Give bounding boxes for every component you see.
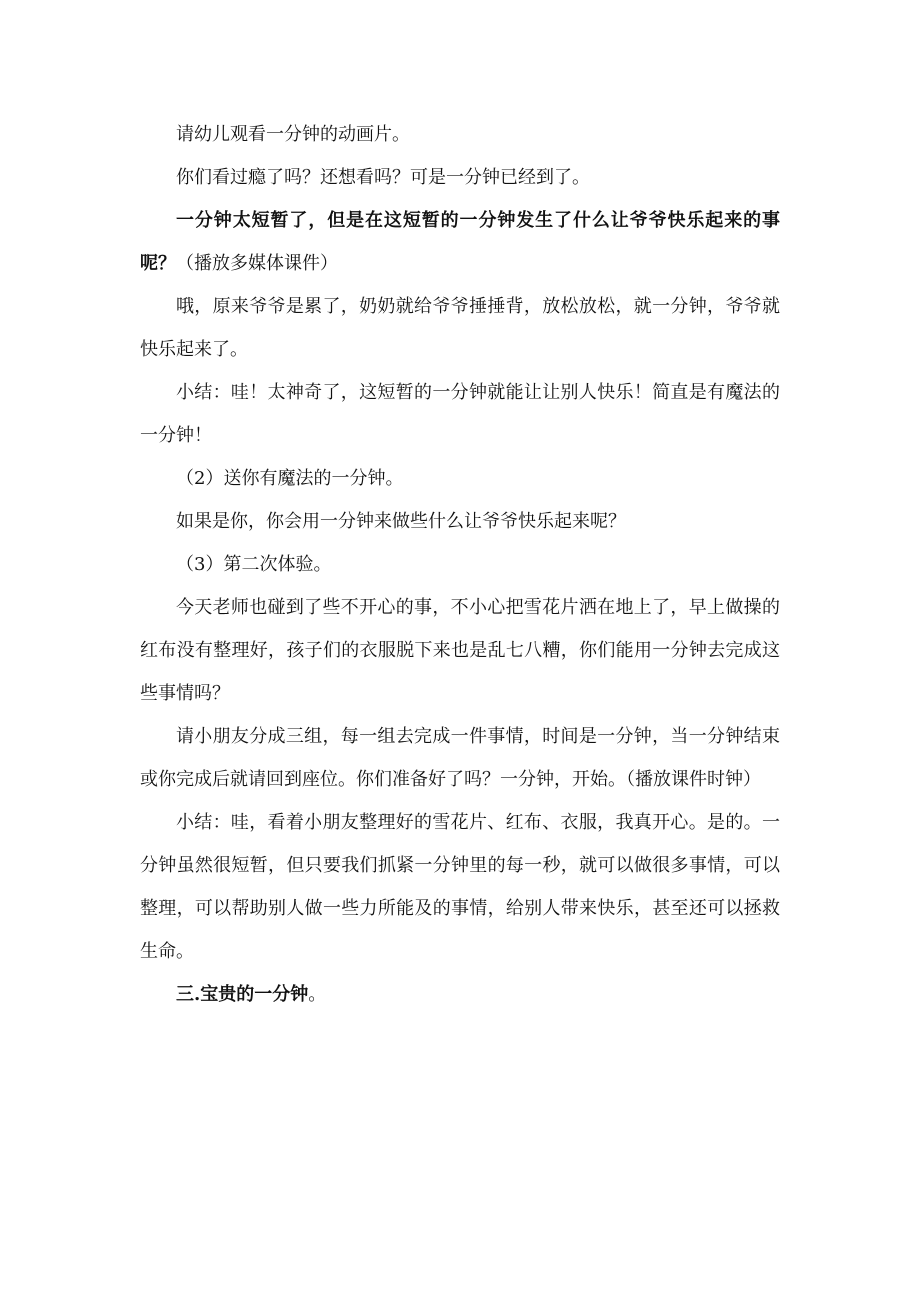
bold-question: 一分钟太短暂了，但是在这短暂的一分钟发生了什么让爷爷快乐起来的事呢？ [140,210,780,274]
paragraph-4 [140,285,780,371]
paragraph-7 [140,500,780,543]
paragraph-2 [140,156,780,199]
document-body [140,113,780,1016]
paragraph-8 [140,543,780,586]
section-heading [140,973,780,1016]
paragraph-9 [140,586,780,715]
paragraph-6 [140,457,780,500]
paragraph-text: 你们看过瘾了吗？还想看吗？可是一分钟已经到了。 [176,167,590,188]
paragraph-text: （2）送你有魔法的一分钟。 [176,468,404,489]
paragraph-text: 小结：哇！太神奇了，这短暂的一分钟就能让让别人快乐！简直是有魔法的一分钟！ [140,382,780,446]
paragraph-text: 请幼儿观看一分钟的动画片。 [176,124,410,145]
section-heading-text: 三.宝贵的一分钟 [176,984,309,1005]
paragraph-text: 如果是你，你会用一分钟来做些什么让爷爷快乐起来呢？ [176,511,626,532]
paragraph-text: 请小朋友分成三组，每一组去完成一件事情，时间是一分钟，当一分钟结束或你完成后就请回到座位。你们准备好了吗？一分钟，开始。（播放课件时钟） [140,726,780,790]
paragraph-3 [140,199,780,285]
paragraph-10 [140,715,780,801]
paragraph-text: 哦，原来爷爷是累了，奶奶就给爷爷捶捶背，放松放松，就一分钟，爷爷就快乐起来了。 [140,296,780,360]
paragraph-5 [140,371,780,457]
section-heading-suffix: 。 [308,984,327,1005]
paragraph-note: （播放多媒体课件） [176,253,338,274]
paragraph-11 [140,801,780,973]
paragraph-text: 小结：哇，看着小朋友整理好的雪花片、红布、衣服，我真开心。是的。一分钟虽然很短暂，但只要我们抓紧一分钟里的每一秒，就可以做很多事情，可以整理，可以帮助别人做一些力所能及的事情，给别人带来快乐，甚至还可以拯救生命。 [140,812,780,962]
paragraph-text: （3）第二次体验。 [176,554,332,575]
paragraph-1 [140,113,780,156]
paragraph-text: 今天老师也碰到了些不开心的事，不小心把雪花片洒在地上了，早上做操的红布没有整理好，孩子们的衣服脱下来也是乱七八糟，你们能用一分钟去完成这些事情吗？ [140,597,780,704]
